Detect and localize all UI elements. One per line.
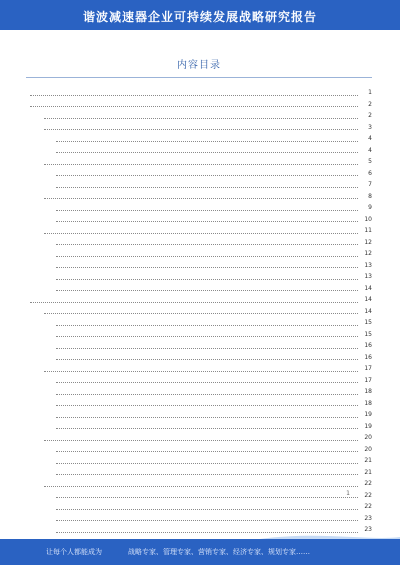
toc-entry[interactable]	[26, 179, 372, 191]
toc-entry[interactable]	[26, 122, 372, 134]
toc-dot-leader	[56, 274, 358, 280]
toc-dot-leader	[56, 285, 358, 291]
toc-entry-page: 15	[364, 319, 372, 327]
toc-entry-page: 14	[364, 296, 372, 304]
toc-dot-leader	[44, 193, 358, 199]
toc-entry[interactable]	[26, 375, 372, 387]
toc-entry-page: 22	[364, 480, 372, 488]
toc-entry-page: 1	[368, 89, 372, 97]
toc-dot-leader	[56, 354, 358, 360]
page-number: 1	[346, 490, 350, 497]
toc-entry[interactable]	[26, 444, 372, 456]
toc-entry[interactable]	[26, 490, 372, 502]
toc-entry-page: 22	[364, 491, 372, 499]
toc-entry-page: 12	[364, 250, 372, 258]
toc-dot-leader	[56, 377, 358, 383]
toc-dot-leader	[56, 216, 358, 222]
toc-entry[interactable]	[26, 237, 372, 249]
toc-entry-page: 14	[364, 307, 372, 315]
toc-entry[interactable]	[26, 409, 372, 421]
toc-entry-page: 4	[368, 135, 372, 143]
toc-entry-page: 2	[368, 112, 372, 120]
toc-entry-page: 2	[368, 100, 372, 108]
toc-entry-page: 9	[368, 204, 372, 212]
toc-entry[interactable]	[26, 306, 372, 318]
toc-entry[interactable]	[26, 271, 372, 283]
toc-entry-page: 5	[368, 158, 372, 166]
toc-entry-page: 18	[364, 399, 372, 407]
toc-dot-leader	[30, 101, 358, 107]
toc-entry[interactable]	[26, 202, 372, 214]
toc-entry-page: 4	[368, 146, 372, 154]
toc-dot-leader	[44, 308, 358, 314]
toc-dot-leader	[56, 205, 358, 211]
toc-dot-leader	[56, 343, 358, 349]
toc-entry[interactable]	[26, 110, 372, 122]
toc-entry[interactable]	[26, 455, 372, 467]
toc-dot-leader	[44, 228, 358, 234]
toc-dot-leader	[56, 458, 358, 464]
toc-dot-leader	[56, 446, 358, 452]
toc-entry-page: 11	[364, 227, 372, 235]
toc-dot-leader	[44, 366, 358, 372]
toc-entry-page: 6	[368, 169, 372, 177]
toc-entry-page: 23	[364, 526, 372, 534]
toc-dot-leader	[44, 481, 358, 487]
toc-entry[interactable]	[26, 294, 372, 306]
toc-dot-leader	[44, 159, 358, 165]
toc-entry-page: 16	[364, 342, 372, 350]
toc-entry-page: 20	[364, 445, 372, 453]
toc-dot-leader	[56, 492, 358, 498]
toc-dot-leader	[56, 136, 358, 142]
toc-entry-page: 22	[364, 503, 372, 511]
toc-entry-page: 13	[364, 261, 372, 269]
toc-entry[interactable]	[26, 363, 372, 375]
toc-entry[interactable]	[26, 352, 372, 364]
toc-entry-page: 3	[368, 123, 372, 131]
toc-entry[interactable]	[26, 191, 372, 203]
toc-entry[interactable]	[26, 432, 372, 444]
toc-entry-page: 15	[364, 330, 372, 338]
toc-dot-leader	[56, 504, 358, 510]
toc-list	[26, 87, 372, 536]
toc-entry-page: 20	[364, 434, 372, 442]
toc-entry[interactable]	[26, 168, 372, 180]
document-title: 谐波减速器企业可持续发展战略研究报告	[82, 10, 317, 24]
toc-dot-leader	[56, 331, 358, 337]
toc-entry-page: 21	[364, 468, 372, 476]
toc-entry[interactable]	[26, 99, 372, 111]
toc-entry-page: 19	[364, 411, 372, 419]
toc-dot-leader	[56, 147, 358, 153]
toc-dot-leader	[56, 423, 358, 429]
toc-entry[interactable]	[26, 398, 372, 410]
toc-dot-leader	[44, 124, 358, 130]
footer-band	[0, 539, 400, 565]
toc-entry[interactable]	[26, 467, 372, 479]
toc-dot-leader	[56, 389, 358, 395]
toc-entry[interactable]	[26, 421, 372, 433]
toc-dot-leader	[56, 412, 358, 418]
toc-entry-page: 8	[368, 192, 372, 200]
toc-entry[interactable]	[26, 283, 372, 295]
toc-entry-page: 17	[364, 376, 372, 384]
toc-entry[interactable]	[26, 260, 372, 272]
toc-entry-page: 16	[364, 353, 372, 361]
toc-dot-leader	[56, 182, 358, 188]
toc-heading: 内容目录	[177, 60, 221, 71]
toc-dot-leader	[56, 170, 358, 176]
toc-entry-page: 13	[364, 273, 372, 281]
toc-entry[interactable]	[26, 340, 372, 352]
toc-page	[18, 30, 380, 533]
toc-dot-leader	[56, 527, 358, 533]
toc-entry[interactable]	[26, 225, 372, 237]
toc-entry[interactable]	[26, 133, 372, 145]
toc-entry[interactable]	[26, 145, 372, 157]
toc-entry[interactable]	[26, 156, 372, 168]
toc-entry-page: 19	[364, 422, 372, 430]
toc-divider	[26, 77, 372, 78]
toc-entry-page: 12	[364, 238, 372, 246]
toc-entry-page: 17	[364, 365, 372, 373]
toc-entry[interactable]	[26, 513, 372, 525]
toc-entry[interactable]	[26, 329, 372, 341]
toc-dot-leader	[44, 113, 358, 119]
toc-entry-page: 18	[364, 388, 372, 396]
footer-slogan: 让每个人都能成为	[46, 548, 102, 556]
toc-dot-leader	[56, 262, 358, 268]
toc-entry-page: 23	[364, 514, 372, 522]
toc-entry[interactable]	[26, 248, 372, 260]
toc-dot-leader	[44, 435, 358, 441]
toc-dot-leader	[56, 469, 358, 475]
toc-dot-leader	[56, 515, 358, 521]
toc-dot-leader	[56, 251, 358, 257]
toc-entry-page: 14	[364, 284, 372, 292]
toc-entry[interactable]	[26, 501, 372, 513]
toc-entry-page: 7	[368, 181, 372, 189]
toc-entry-page: 21	[364, 457, 372, 465]
toc-entry[interactable]	[26, 478, 372, 490]
toc-dot-leader	[56, 239, 358, 245]
toc-entry[interactable]	[26, 386, 372, 398]
toc-dot-leader	[56, 400, 358, 406]
header-band	[0, 0, 400, 30]
toc-dot-leader	[30, 90, 358, 96]
toc-entry[interactable]	[26, 87, 372, 99]
toc-dot-leader	[30, 297, 358, 303]
toc-entry[interactable]	[26, 317, 372, 329]
toc-entry-page: 10	[364, 215, 372, 223]
footer-tagline: 战略专家、管理专家、营销专家、经济专家、规划专家……	[128, 548, 310, 556]
toc-entry[interactable]	[26, 214, 372, 226]
toc-dot-leader	[56, 320, 358, 326]
